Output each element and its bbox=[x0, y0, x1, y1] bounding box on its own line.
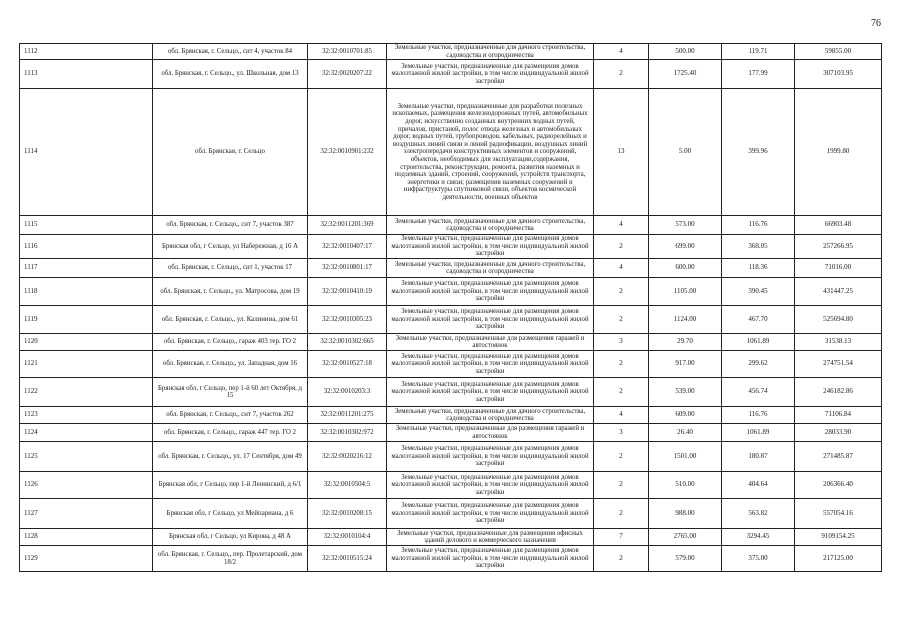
row-cadastral-value: 1999.80 bbox=[795, 89, 882, 216]
row-number: 1126 bbox=[20, 472, 153, 499]
row-area: 2765.00 bbox=[649, 529, 722, 546]
row-use-group: 2 bbox=[594, 60, 649, 89]
row-specific-value: 390.45 bbox=[722, 278, 795, 306]
row-specific-value: 467.70 bbox=[722, 306, 795, 334]
row-cadastral-value: 66903.48 bbox=[795, 216, 882, 235]
cadastral-value-table bbox=[19, 43, 882, 572]
row-cadastral-number: 32:32:0020216:12 bbox=[308, 442, 387, 472]
row-number: 1113 bbox=[20, 60, 153, 89]
row-cadastral-number: 32:32:0010410:19 bbox=[308, 278, 387, 306]
row-specific-value: 368.05 bbox=[722, 235, 795, 259]
row-area: 573.00 bbox=[649, 216, 722, 235]
row-cadastral-value: 206366.40 bbox=[795, 472, 882, 499]
row-number: 1117 bbox=[20, 259, 153, 278]
row-number: 1123 bbox=[20, 407, 153, 424]
row-cadastral-value: 307103.95 bbox=[795, 60, 882, 89]
row-use-group: 3 bbox=[594, 424, 649, 442]
row-cadastral-number: 32:32:0010302:972 bbox=[308, 424, 387, 442]
row-number: 1125 bbox=[20, 442, 153, 472]
row-number: 1121 bbox=[20, 351, 153, 378]
table-row bbox=[20, 235, 882, 259]
row-cadastral-value: 31538.13 bbox=[795, 334, 882, 351]
table-row bbox=[20, 334, 882, 351]
row-number: 1115 bbox=[20, 216, 153, 235]
row-address: обл. Брянская, г. Сельцо,, ул. Школьная, дом 13 bbox=[153, 60, 308, 89]
row-cadastral-value: 246182.86 bbox=[795, 378, 882, 407]
row-cadastral-value: 9109154.25 bbox=[795, 529, 882, 546]
row-area: 29.70 bbox=[649, 334, 722, 351]
row-address: обл. Брянская, г. Сельцо,, ул. Западная, дом 16 bbox=[153, 351, 308, 378]
row-cadastral-value: 71016.00 bbox=[795, 259, 882, 278]
row-land-use: Земельные участки, предназначенные для размещения гаражей и автостоянок bbox=[387, 334, 594, 351]
row-use-group: 4 bbox=[594, 44, 649, 60]
row-address: Брянская обл, г Сельцо, ул Кирова, д 48 А bbox=[153, 529, 308, 546]
row-cadastral-number: 32:32:0010701:85 bbox=[308, 44, 387, 60]
row-land-use: Земельные участки, предназначенные для дачного строительства, садоводства и огородничества bbox=[387, 407, 594, 424]
row-use-group: 13 bbox=[594, 89, 649, 216]
row-address: Брянская обл, г Сельцо, пер 1-й Ленинский, д 6/1 bbox=[153, 472, 308, 499]
row-area: 5.00 bbox=[649, 89, 722, 216]
row-specific-value: 118.36 bbox=[722, 259, 795, 278]
row-use-group: 2 bbox=[594, 378, 649, 407]
row-cadastral-number: 32:32:0010203:3 bbox=[308, 378, 387, 407]
row-cadastral-number: 32:32:0011201:275 bbox=[308, 407, 387, 424]
row-use-group: 4 bbox=[594, 259, 649, 278]
row-use-group: 2 bbox=[594, 306, 649, 334]
row-area: 988.00 bbox=[649, 499, 722, 529]
row-specific-value: 3294.45 bbox=[722, 529, 795, 546]
row-cadastral-value: 431447.25 bbox=[795, 278, 882, 306]
row-number: 1128 bbox=[20, 529, 153, 546]
row-number: 1122 bbox=[20, 378, 153, 407]
row-land-use: Земельные участки, предназначенные для размещения домов малоэтажной жилой застройки, в том числе индивидуальной жилой застройки bbox=[387, 235, 594, 259]
row-cadastral-number: 32:32:0010104:4 bbox=[308, 529, 387, 546]
row-specific-value: 1061.89 bbox=[722, 334, 795, 351]
row-cadastral-number: 32:32:0010305:23 bbox=[308, 306, 387, 334]
row-cadastral-value: 274751.54 bbox=[795, 351, 882, 378]
row-area: 609.00 bbox=[649, 407, 722, 424]
row-address: обл. Брянская, г. Сельцо bbox=[153, 89, 308, 216]
row-number: 1118 bbox=[20, 278, 153, 306]
row-specific-value: 399.96 bbox=[722, 89, 795, 216]
table-row bbox=[20, 424, 882, 442]
row-land-use: Земельные участки, предназначенные для дачного строительства, садоводства и огородничества bbox=[387, 259, 594, 278]
row-number: 1120 bbox=[20, 334, 153, 351]
row-land-use: Земельные участки, предназначенные для размещения домов малоэтажной жилой застройки, в том числе индивидуальной жилой застройки bbox=[387, 351, 594, 378]
row-cadastral-number: 32:32:0010801:17 bbox=[308, 259, 387, 278]
row-land-use: Земельные участки, предназначенные для размещения домов малоэтажной жилой застройки, в том числе индивидуальной жилой застройки bbox=[387, 472, 594, 499]
row-address: обл. Брянская, г. Сельцо,, пер. Пролетарский, дом 18/2 bbox=[153, 546, 308, 572]
row-cadastral-value: 28033.90 bbox=[795, 424, 882, 442]
row-specific-value: 1061.89 bbox=[722, 424, 795, 442]
row-land-use: Земельные участки, предназначенные для размещения домов малоэтажной жилой застройки, в том числе индивидуальной жилой застройки bbox=[387, 278, 594, 306]
row-cadastral-number: 32:32:0010901:232 bbox=[308, 89, 387, 216]
row-land-use: Земельные участки, предназначенные для размещения домов малоэтажной жилой застройки, в том числе индивидуальной жилой застройки bbox=[387, 546, 594, 572]
table-row bbox=[20, 546, 882, 572]
row-cadastral-value: 257266.95 bbox=[795, 235, 882, 259]
table-row bbox=[20, 407, 882, 424]
row-use-group: 2 bbox=[594, 351, 649, 378]
row-land-use: Земельные участки, предназначенные для размещения офисных зданий делового и коммерческого назначения bbox=[387, 529, 594, 546]
row-cadastral-number: 32:32:0010407:17 bbox=[308, 235, 387, 259]
row-use-group: 3 bbox=[594, 334, 649, 351]
row-land-use: Земельные участки, предназначенные для размещения домов малоэтажной жилой застройки, в том числе индивидуальной жилой застройки bbox=[387, 306, 594, 334]
row-cadastral-number: 32:32:0010208:15 bbox=[308, 499, 387, 529]
row-address: обл. Брянская, г. Сельцо,, снт 1, участок 17 bbox=[153, 259, 308, 278]
row-area: 26.40 bbox=[649, 424, 722, 442]
row-number: 1119 bbox=[20, 306, 153, 334]
table-row bbox=[20, 216, 882, 235]
row-specific-value: 456.74 bbox=[722, 378, 795, 407]
row-area: 539.00 bbox=[649, 378, 722, 407]
row-use-group: 2 bbox=[594, 499, 649, 529]
row-specific-value: 180.87 bbox=[722, 442, 795, 472]
row-use-group: 2 bbox=[594, 546, 649, 572]
row-address: обл. Брянская, г. Сельцо,, снт 7, участок 262 bbox=[153, 407, 308, 424]
row-cadastral-number: 32:32:0011201:369 bbox=[308, 216, 387, 235]
row-use-group: 2 bbox=[594, 442, 649, 472]
row-address: обл. Брянская, г. Сельцо,, гараж 403 тер. ГО 2 bbox=[153, 334, 308, 351]
row-use-group: 4 bbox=[594, 216, 649, 235]
row-area: 500.00 bbox=[649, 44, 722, 60]
table-row bbox=[20, 442, 882, 472]
row-address: обл. Брянская, г. Сельцо,, снт 4, участок 84 bbox=[153, 44, 308, 60]
row-number: 1129 bbox=[20, 546, 153, 572]
row-address: обл. Брянская, г. Сельцо,, снт 7, участок 387 bbox=[153, 216, 308, 235]
table-row bbox=[20, 306, 882, 334]
row-cadastral-number: 32:32:0020207:22 bbox=[308, 60, 387, 89]
row-area: 1105.00 bbox=[649, 278, 722, 306]
row-area: 1124.00 bbox=[649, 306, 722, 334]
row-use-group: 2 bbox=[594, 472, 649, 499]
row-cadastral-number: 32:32:0010515:24 bbox=[308, 546, 387, 572]
row-address: Брянская обл, г Сельцо, пер 1-й 60 лет Октября, д 15 bbox=[153, 378, 308, 407]
row-land-use: Земельные участки, предназначенные для размещения домов малоэтажной жилой застройки, в том числе индивидуальной жилой застройки bbox=[387, 60, 594, 89]
row-land-use: Земельные участки, предназначенные для разработки полезных ископаемых, размещения железнодорожных путей, автомобильных дорог, искусственно созданных внутренних водных путей, причалов, пристаней, полос отвода железных и автомобильных дорог, водных путей, трубопроводов, кабельных, радиорелейных и воздушных линий связи и линий радиофикации, воздушных линий электропередачи конструктивных элементов и сооружений, объектов, необходимых для эксплуатации,содержания, строительства, реконструкции, ремонта, развития наземных и подземных зданий, строений, сооружений, устройств транспорта, энергетики и связи; размещения наземных сооружений и инфраструктуры спутниковой связи, объектов космической деятельности, военных объектов bbox=[387, 89, 594, 216]
row-number: 1116 bbox=[20, 235, 153, 259]
row-cadastral-number: 32:32:0010302:665 bbox=[308, 334, 387, 351]
row-cadastral-value: 71106.84 bbox=[795, 407, 882, 424]
row-cadastral-value: 271485.87 bbox=[795, 442, 882, 472]
row-area: 600.00 bbox=[649, 259, 722, 278]
row-number: 1114 bbox=[20, 89, 153, 216]
row-use-group: 2 bbox=[594, 278, 649, 306]
table-row bbox=[20, 472, 882, 499]
row-land-use: Земельные участки, предназначенные для размещения домов малоэтажной жилой застройки, в том числе индивидуальной жилой застройки bbox=[387, 378, 594, 407]
row-number: 1127 bbox=[20, 499, 153, 529]
row-address: обл. Брянская, г. Сельцо,, ул. 17 Сентября, дом 49 bbox=[153, 442, 308, 472]
row-land-use: Земельные участки, предназначенные для размещения домов малоэтажной жилой застройки, в том числе индивидуальной жилой застройки bbox=[387, 499, 594, 529]
row-cadastral-number: 32:32:0010527:18 bbox=[308, 351, 387, 378]
row-area: 579.00 bbox=[649, 546, 722, 572]
table-row bbox=[20, 351, 882, 378]
row-cadastral-value: 59855.00 bbox=[795, 44, 882, 60]
row-area: 510.00 bbox=[649, 472, 722, 499]
table-row bbox=[20, 529, 882, 546]
row-address: обл. Брянская, г. Сельцо,, ул. Матросова, дом 19 bbox=[153, 278, 308, 306]
row-area: 917.00 bbox=[649, 351, 722, 378]
row-land-use: Земельные участки, предназначенные для дачного строительства, садоводства и огородничества bbox=[387, 44, 594, 60]
table-row bbox=[20, 259, 882, 278]
page-number: 76 bbox=[871, 18, 881, 29]
table-row bbox=[20, 378, 882, 407]
row-land-use: Земельные участки, предназначенные для размещения гаражей и автостоянок bbox=[387, 424, 594, 442]
row-address: Брянская обл, г Сельцо, ул Набережная, д 16 А bbox=[153, 235, 308, 259]
row-land-use: Земельные участки, предназначенные для размещения домов малоэтажной жилой застройки, в том числе индивидуальной жилой застройки bbox=[387, 442, 594, 472]
row-specific-value: 116.76 bbox=[722, 216, 795, 235]
row-area: 1501.00 bbox=[649, 442, 722, 472]
row-specific-value: 299.62 bbox=[722, 351, 795, 378]
row-address: обл. Брянская, г. Сельцо,, гараж 447 тер. ГО 2 bbox=[153, 424, 308, 442]
row-land-use: Земельные участки, предназначенные для дачного строительства, садоводства и огородничества bbox=[387, 216, 594, 235]
row-cadastral-value: 217125.00 bbox=[795, 546, 882, 572]
row-specific-value: 375.00 bbox=[722, 546, 795, 572]
row-specific-value: 116.76 bbox=[722, 407, 795, 424]
row-use-group: 4 bbox=[594, 407, 649, 424]
row-use-group: 2 bbox=[594, 235, 649, 259]
row-address: обл. Брянская, г. Сельцо,, ул. Калинина, дом 61 bbox=[153, 306, 308, 334]
table-row bbox=[20, 44, 882, 60]
row-specific-value: 177.99 bbox=[722, 60, 795, 89]
row-specific-value: 119.71 bbox=[722, 44, 795, 60]
row-cadastral-value: 525694.80 bbox=[795, 306, 882, 334]
table-row bbox=[20, 278, 882, 306]
row-cadastral-value: 557054.16 bbox=[795, 499, 882, 529]
row-number: 1124 bbox=[20, 424, 153, 442]
table-row bbox=[20, 89, 882, 216]
table-row bbox=[20, 499, 882, 529]
row-number: 1112 bbox=[20, 44, 153, 60]
row-area: 1725.40 bbox=[649, 60, 722, 89]
table-row bbox=[20, 60, 882, 89]
row-cadastral-number: 32:32:0010504:5 bbox=[308, 472, 387, 499]
row-use-group: 7 bbox=[594, 529, 649, 546]
row-address: Брянская обл, г Сельцо, ул Мейпариана, д 6 bbox=[153, 499, 308, 529]
row-specific-value: 563.82 bbox=[722, 499, 795, 529]
row-area: 699.00 bbox=[649, 235, 722, 259]
row-specific-value: 404.64 bbox=[722, 472, 795, 499]
